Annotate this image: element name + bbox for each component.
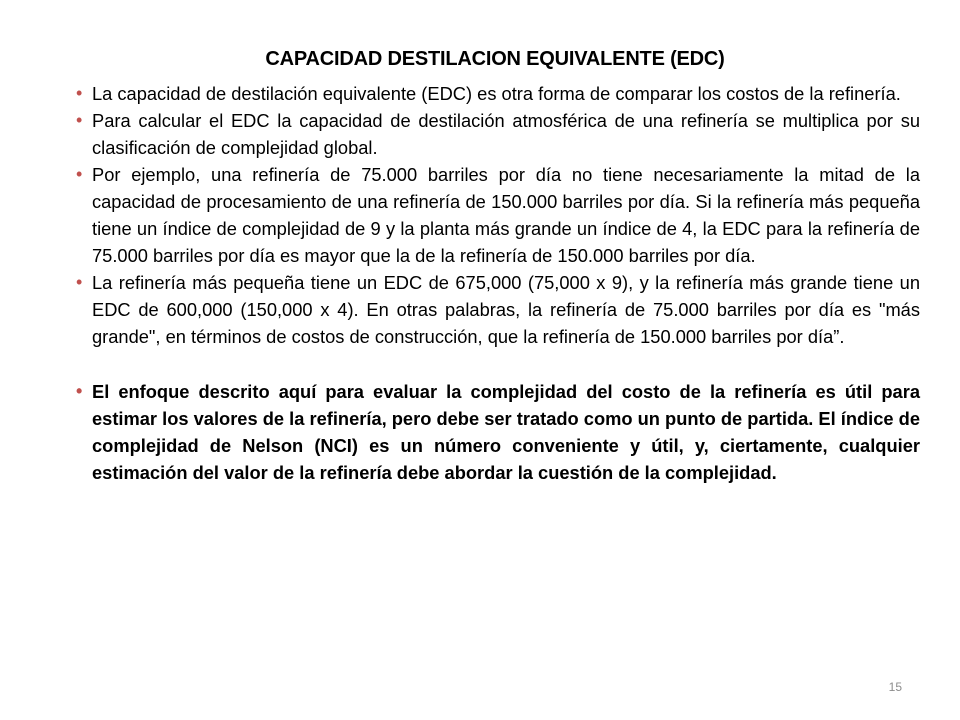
bullet-text: El enfoque descrito aquí para evaluar la complejidad del costo de la refinería es útil para estimar los valores de la refinería, pero debe ser tratado como un punto de partida. El índice de complejidad de Nelson (NCI) es un número conveniente y útil, y, ciertamente, cualquier estimación del valor de la refinería debe abordar la cuestión de la complejidad. [92,381,920,483]
bullet-dot-icon: • [76,164,83,184]
bullet-text: La capacidad de destilación equivalente (EDC) es otra forma de comparar los costos de la refinería. [92,83,901,104]
slide-title: CAPACIDAD DESTILACION EQUIVALENTE (EDC) [265,48,725,70]
bullet-item [75,107,920,161]
bullet-text: Para calcular el EDC la capacidad de destilación atmosférica de una refinería se multiplica por su clasificación de complejidad global. [92,110,920,158]
bullet-item [75,269,920,350]
bullet-item [75,161,920,269]
bullet-list [75,80,920,486]
bullet-text: La refinería más pequeña tiene un EDC de 675,000 (75,000 x 9), y la refinería más grande tiene un EDC de 600,000 (150,000 x 4). En otras palabras, la refinería de 75.000 barriles por día es "más grande", en términos de costos de construcción, que la refinería de 150.000 barriles por día”. [92,272,920,347]
bullet-dot-icon: • [76,110,83,130]
bullet-item-emphasis [75,378,920,486]
bullet-dot-icon: • [76,272,83,292]
bullet-dot-icon: • [76,381,83,401]
bullet-dot-icon: • [76,83,83,103]
bullet-text: Por ejemplo, una refinería de 75.000 barriles por día no tiene necesariamente la mitad de la capacidad de procesamiento de una refinería de 150.000 barriles por día. Si la refinería más pequeña tiene un índice de complejidad de 9 y la planta más grande un índice de 4, la EDC para la refinería de 75.000 barriles por día es mayor que la de la refinería de 150.000 barriles por día. [92,164,920,266]
bullet-item [75,80,920,107]
page-number: 15 [888,680,902,694]
